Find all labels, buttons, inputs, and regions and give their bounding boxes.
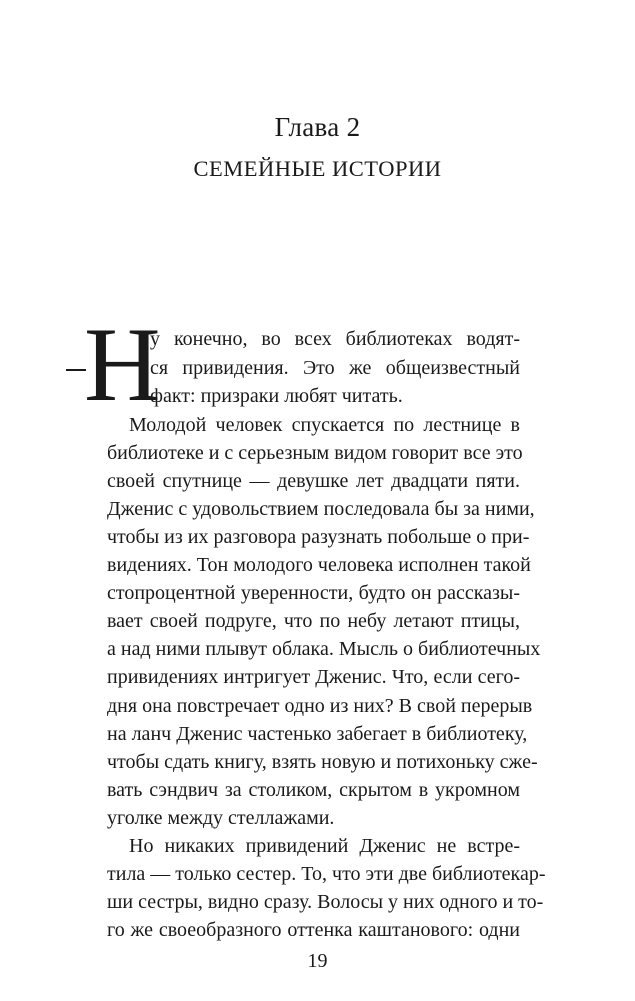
text-line: вает своей подруге, что по небу летают птицы,	[107, 610, 520, 632]
page-number: 19	[307, 950, 328, 972]
text-line: чтобы сдать книгу, взять новую и потихоньку сже-	[107, 751, 538, 773]
text-line: чтобы из их разговора разузнать побольше о при-	[107, 526, 530, 548]
text-line: библиотеке и с серьезным видом говорит все это	[107, 442, 523, 464]
text-line: ши сестры, видно сразу. Волосы у них одного и то-	[107, 891, 544, 913]
text-line: факт: призраки любят читать.	[150, 385, 403, 407]
drop-cap: Н	[84, 306, 161, 423]
text-line: Молодой человек спускается по лестнице в	[129, 414, 520, 436]
text-line: Но никаких привидений Дженис не встре-	[129, 835, 520, 857]
text-line: у конечно, во всех библиотеках водят-	[150, 328, 520, 350]
text-line: тила — только сестер. То, что эти две библиотекар-	[107, 863, 546, 885]
text-line: ся привидения. Это же общеизвестный	[150, 357, 520, 379]
text-line: своей спутнице — девушке лет двадцати пяти.	[107, 470, 520, 492]
text-line: вать сэндвич за столиком, скрытом в укромном	[107, 779, 520, 801]
text-line: дня она повстречает одно из них? В свой перерыв	[107, 695, 533, 717]
text-line: уголке между стеллажами.	[107, 807, 335, 829]
text-line: на ланч Дженис частенько забегает в библиотеку,	[107, 723, 528, 745]
text-line: го же своеобразного оттенка каштанового: одни	[107, 919, 520, 941]
text-line: видениях. Тон молодого человека исполнен такой	[107, 554, 531, 576]
dialogue-dash	[66, 369, 86, 371]
chapter-number: Глава 2	[274, 112, 361, 142]
chapter-title: СЕМЕЙНЫЕ ИСТОРИИ	[193, 156, 442, 181]
text-line: Дженис с удовольствием последовала бы за ними,	[107, 498, 535, 520]
text-line: а над ними плывут облака. Мысль о библиотечных	[107, 638, 541, 660]
text-line: привидениях интригует Дженис. Что, если сего-	[107, 666, 520, 688]
text-line: стопроцентной уверенности, будто он рассказы-	[107, 582, 520, 604]
